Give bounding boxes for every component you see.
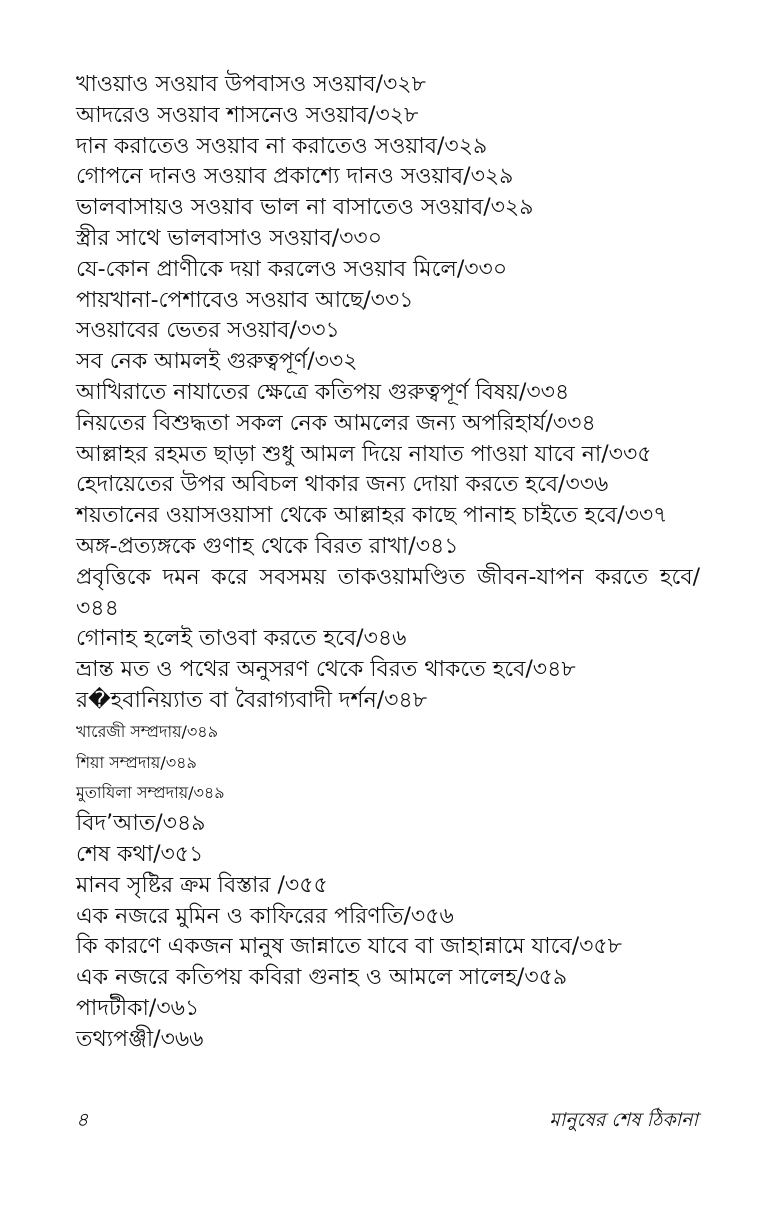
toc-entry: ভ্রান্ত মত ও পথের অনুসরণ থেকে বিরত থাকতে হবে/৩৪৮: [76, 657, 576, 683]
page-number: ৪: [76, 1109, 89, 1131]
toc-entry: গোপনে দানও সওয়াব প্রকাশ্যে দানও সওয়াব/৩২৯: [76, 164, 514, 190]
toc-entry: এক নজরে কতিপয় কবিরা গুনাহ ও আমলে সালেহ/৩৫৯: [76, 965, 568, 991]
toc-entry: শেষ কথা/৩৫১: [76, 841, 204, 867]
toc-entry: তথ্যপঞ্জী/৩৬৬: [76, 1026, 204, 1052]
toc-entry: আল্লাহর রহমত ছাড়া শুধু আমল দিয়ে নাযাত পাওয়া যাবে না/৩৩৫: [76, 441, 652, 467]
toc-entry: প্রবৃত্তিকে দমন করে সবসময় তাকওয়ামণ্ডিত জীবন-যাপন করতে হবে/৩৪৪: [76, 564, 700, 621]
toc-entry: যে-কোন প্রাণীকে দয়া করলেও সওয়াব মিলে/৩৩০: [76, 256, 508, 282]
toc-entry: সব নেক আমলই গুরুত্বপূর্ণ/৩৩২: [76, 349, 358, 375]
toc-entry: পাদটীকা/৩৬১: [76, 995, 200, 1021]
toc-entry: কি কারণে একজন মানুষ জান্নাতে যাবে বা জাহান্নামে যাবে/৩৫৮: [76, 934, 622, 960]
running-title: মানুষের শেষ ঠিকানা: [549, 1109, 698, 1131]
toc-entry: র�হবানিয়্যাত বা বৈরাগ্যবাদী দর্শন/৩৪৮: [76, 687, 427, 713]
toc-entry: পায়খানা-পেশাবেও সওয়াব আছে/৩৩১: [76, 287, 414, 313]
toc-entry: মানব সৃষ্টির ক্রম বিস্তার /৩৫৫: [76, 872, 328, 898]
toc-entry: ভালবাসায়ও সওয়াব ভাল না বাসাতেও সওয়াব/৩২৯: [76, 195, 534, 221]
toc-entry: স্ত্রীর সাথে ভালবাসাও সওয়াব/৩৩০: [76, 225, 383, 251]
toc-entry: শয়তানের ওয়াসওয়াসা থেকে আল্লাহর কাছে পানাহ চাইতে হবে/৩৩৭: [76, 503, 668, 529]
toc-entry: সওয়াবের ভেতর সওয়াব/৩৩১: [76, 318, 340, 344]
toc-entry: আখিরাতে নাযাতের ক্ষেত্রে কতিপয় গুরুত্বপূর্ণ বিষয়/৩৩৪: [76, 379, 570, 405]
toc-entry: হেদায়েতের উপর অবিচল থাকার জন্য দোয়া করতে হবে/৩৩৬: [76, 472, 609, 498]
toc-entry: শিয়া সম্প্রদায়/৩৪৯: [76, 752, 197, 772]
toc-entry: মুতাযিলা সম্প্রদায়/৩৪৯: [76, 783, 225, 803]
table-of-contents: [76, 70, 700, 1056]
toc-entry: আদরেও সওয়াব শাসনেও সওয়াব/৩২৮: [76, 102, 419, 128]
toc-entry: গোনাহ হলেই তাওবা করতে হবে/৩৪৬: [76, 626, 407, 652]
page-footer: [76, 1106, 698, 1134]
toc-entry: খাওয়াও সওয়াব উপবাসও সওয়াব/৩২৮: [76, 72, 426, 97]
toc-entry: অঙ্গ-প্রত্যঙ্গকে গুণাহ থেকে বিরত রাখা/৩৪১: [76, 533, 459, 559]
toc-entry: দান করাতেও সওয়াব না করাতেও সওয়াব/৩২৯: [76, 133, 488, 159]
toc-entry: নিয়তের বিশুদ্ধতা সকল নেক আমলের জন্য অপরিহার্য/৩৩৪: [76, 410, 596, 436]
toc-entry: এক নজরে মুমিন ও কাফিরের পরিণতি/৩৫৬: [76, 903, 454, 929]
toc-entry: খারেজী সম্প্রদায়/৩৪৯: [76, 721, 219, 741]
toc-entry: বিদ’আত/৩৪৯: [76, 811, 206, 837]
